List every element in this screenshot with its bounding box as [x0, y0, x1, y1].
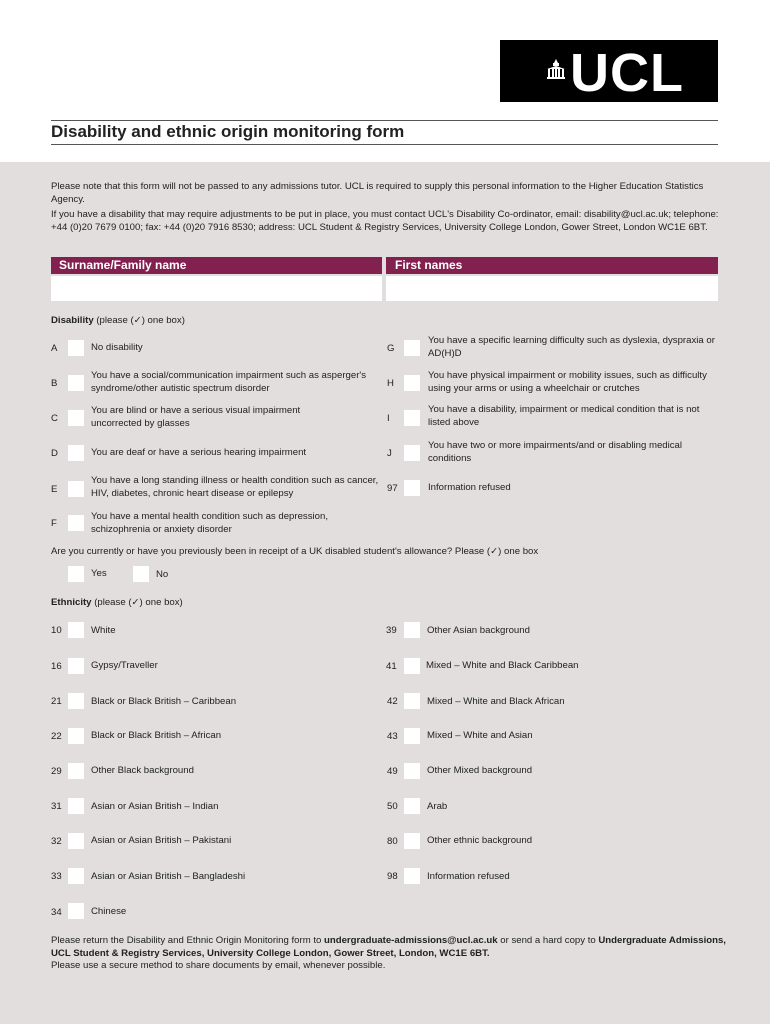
ethnicity-label-98: Information refused	[427, 871, 510, 882]
ethnicity-checkbox-29[interactable]	[68, 763, 84, 779]
disability-code-i: I	[387, 413, 390, 424]
ethnicity-checkbox-21[interactable]	[68, 693, 84, 709]
ethnicity-code-32: 32	[51, 836, 62, 847]
security-note: Please use a secure method to share documents by email, whenever possible.	[51, 960, 386, 971]
ethnicity-checkbox-42[interactable]	[404, 693, 420, 709]
disability-checkbox-c[interactable]	[68, 410, 84, 426]
ethnicity-code-21: 21	[51, 696, 62, 707]
title-top-rule	[51, 120, 718, 121]
disability-checkbox-i[interactable]	[404, 410, 420, 426]
ethnicity-checkbox-16[interactable]	[68, 658, 84, 674]
return-address: Undergraduate Admissions, UCL Student & Registry Services, University College London, Gower Street, London, WC1E 6BT.	[51, 935, 726, 959]
ethnicity-label-80: Other ethnic background	[427, 835, 533, 846]
ethnicity-label-10: White	[91, 625, 116, 636]
ethnicity-label-39: Other Asian background	[427, 625, 530, 636]
disability-checkbox-b[interactable]	[68, 375, 84, 391]
ethnicity-label-42: Mixed – White and Black African	[427, 696, 565, 707]
disability-code-c: C	[51, 413, 58, 424]
ethnicity-label-50: Arab	[427, 801, 448, 812]
ucl-logo	[500, 40, 718, 102]
title-bottom-rule	[51, 144, 718, 145]
page-title: Disability and ethnic origin monitoring form	[51, 122, 405, 141]
ethnicity-checkbox-98[interactable]	[404, 868, 420, 884]
disability-checkbox-h[interactable]	[404, 375, 420, 391]
ethnicity-code-43: 43	[387, 731, 398, 742]
disability-label-c: You are blind or have a serious visual impairment uncorrected by glasses	[91, 405, 301, 429]
disability-heading: Disability (please (✓) one box)	[51, 315, 185, 326]
disability-checkbox-j[interactable]	[404, 445, 420, 461]
disability-code-97: 97	[387, 483, 398, 494]
dsa-question: Are you currently or have you previously been in receipt of a UK disabled student's allowance? Please (✓) one box	[51, 546, 539, 557]
surname-input[interactable]	[51, 276, 382, 301]
ethnicity-code-42: 42	[387, 696, 398, 707]
ethnicity-code-10: 10	[51, 625, 62, 636]
disability-checkbox-e[interactable]	[68, 481, 84, 497]
disability-label-h: You have physical impairment or mobility issues, such as difficulty using your arms or using a wheelchair or crutches	[428, 370, 707, 394]
ethnicity-label-16: Gypsy/Traveller	[91, 660, 158, 671]
ethnicity-code-33: 33	[51, 871, 62, 882]
disability-code-j: J	[387, 448, 392, 459]
first-names-input[interactable]	[386, 276, 718, 301]
disability-label-d: You are deaf or have a serious hearing impairment	[91, 447, 307, 458]
ethnicity-heading: Ethnicity (please (✓) one box)	[51, 597, 183, 608]
ethnicity-label-22: Black or Black British – African	[91, 730, 222, 741]
ethnicity-checkbox-41[interactable]	[404, 658, 420, 674]
ethnicity-label-41: Mixed – White and Black Caribbean	[426, 660, 579, 671]
ethnicity-code-31: 31	[51, 801, 62, 812]
ethnicity-code-16: 16	[51, 661, 62, 672]
logo-wordmark: UCL	[570, 43, 684, 103]
disability-checkbox-a[interactable]	[68, 340, 84, 356]
dsa-yes-checkbox[interactable]	[68, 566, 84, 582]
surname-header: Surname/Family name	[51, 257, 382, 274]
disability-code-h: H	[387, 378, 394, 389]
ethnicity-checkbox-32[interactable]	[68, 833, 84, 849]
disability-code-b: B	[51, 378, 58, 389]
disability-code-g: G	[387, 343, 395, 354]
ethnicity-label-49: Other Mixed background	[427, 765, 533, 776]
dsa-yes-label: Yes	[91, 568, 107, 579]
ethnicity-checkbox-80[interactable]	[404, 833, 420, 849]
disability-label-97: Information refused	[428, 482, 511, 493]
ethnicity-code-29: 29	[51, 766, 62, 777]
disability-code-a: A	[51, 343, 58, 354]
ethnicity-label-33: Asian or Asian British – Bangladeshi	[91, 871, 246, 882]
ethnicity-checkbox-34[interactable]	[68, 903, 84, 919]
disability-checkbox-97[interactable]	[404, 480, 420, 496]
ethnicity-checkbox-50[interactable]	[404, 798, 420, 814]
ethnicity-label-43: Mixed – White and Asian	[427, 730, 533, 741]
ethnicity-checkbox-39[interactable]	[404, 622, 420, 638]
return-instructions: Please return the Disability and Ethnic Origin Monitoring form to undergraduate-admissions@ucl.ac.uk or send a hard copy to Undergraduate Admissions, UCL Student & Registry Services, University College London, Gower Street, London, WC1E 6BT. Please use a secure method to share documents by email, whenever possible.	[51, 935, 726, 971]
disability-label-i: You have a disability, impairment or medical condition that is not listed above	[428, 404, 700, 428]
ethnicity-code-49: 49	[387, 766, 398, 777]
disability-label-g: You have a specific learning difficulty such as dyslexia, dyspraxia or AD(H)D	[428, 335, 715, 359]
ethnicity-code-50: 50	[387, 801, 398, 812]
ethnicity-label-29: Other Black background	[91, 765, 194, 776]
dsa-no-checkbox[interactable]	[133, 566, 149, 582]
ethnicity-checkbox-10[interactable]	[68, 622, 84, 638]
ethnicity-checkbox-43[interactable]	[404, 728, 420, 744]
disability-label-e: You have a long standing illness or health condition such as cancer, HIV, diabetes, chronic heart disease or epilepsy	[91, 475, 379, 499]
disability-code-d: D	[51, 448, 58, 459]
ethnicity-code-39: 39	[386, 625, 397, 636]
first-names-header: First names	[386, 257, 718, 274]
ethnicity-label-32: Asian or Asian British – Pakistani	[91, 835, 232, 846]
disability-code-f: F	[51, 518, 57, 529]
ethnicity-checkbox-22[interactable]	[68, 728, 84, 744]
ethnicity-code-41: 41	[386, 661, 397, 672]
ethnicity-checkbox-33[interactable]	[68, 868, 84, 884]
intro-paragraph-2: If you have a disability that may require adjustments to be put in place, you must contact UCL's Disability Co-ordinator, email: disability@ucl.ac.uk; telephone: +44 (0)20 7679 0100; fax: +44 (0)20 7916 8530; address: UCL Student & Registry Services, University College London, Gower Street, London WC1E 6BT.	[51, 209, 719, 233]
portico-icon	[547, 59, 565, 79]
ethnicity-label-21: Black or Black British – Caribbean	[91, 696, 237, 707]
disability-label-j: You have two or more impairments/and or disabling medical conditions	[428, 440, 683, 464]
disability-code-e: E	[51, 484, 58, 495]
ethnicity-checkbox-31[interactable]	[68, 798, 84, 814]
disability-checkbox-d[interactable]	[68, 445, 84, 461]
disability-checkbox-g[interactable]	[404, 340, 420, 356]
disability-label-b: You have a social/communication impairment such as asperger's syndrome/other autistic spectrum disorder	[91, 370, 367, 394]
ethnicity-label-31: Asian or Asian British – Indian	[91, 801, 219, 812]
intro-paragraph-1: Please note that this form will not be passed to any admissions tutor. UCL is required to supply this personal information to the Higher Education Statistics Agency.	[51, 181, 704, 205]
disability-checkbox-f[interactable]	[68, 515, 84, 531]
ethnicity-code-34: 34	[51, 907, 62, 918]
disability-label-f: You have a mental health condition such as depression, schizophrenia or anxiety disorder	[91, 511, 328, 535]
ethnicity-code-98: 98	[387, 871, 398, 882]
ethnicity-code-22: 22	[51, 731, 62, 742]
ethnicity-label-34: Chinese	[91, 906, 127, 917]
ethnicity-code-80: 80	[387, 836, 398, 847]
disability-label-a: No disability	[91, 342, 143, 353]
return-email-link[interactable]: undergraduate-admissions@ucl.ac.uk	[324, 935, 498, 946]
ethnicity-checkbox-49[interactable]	[404, 763, 420, 779]
dsa-no-label: No	[156, 569, 169, 580]
